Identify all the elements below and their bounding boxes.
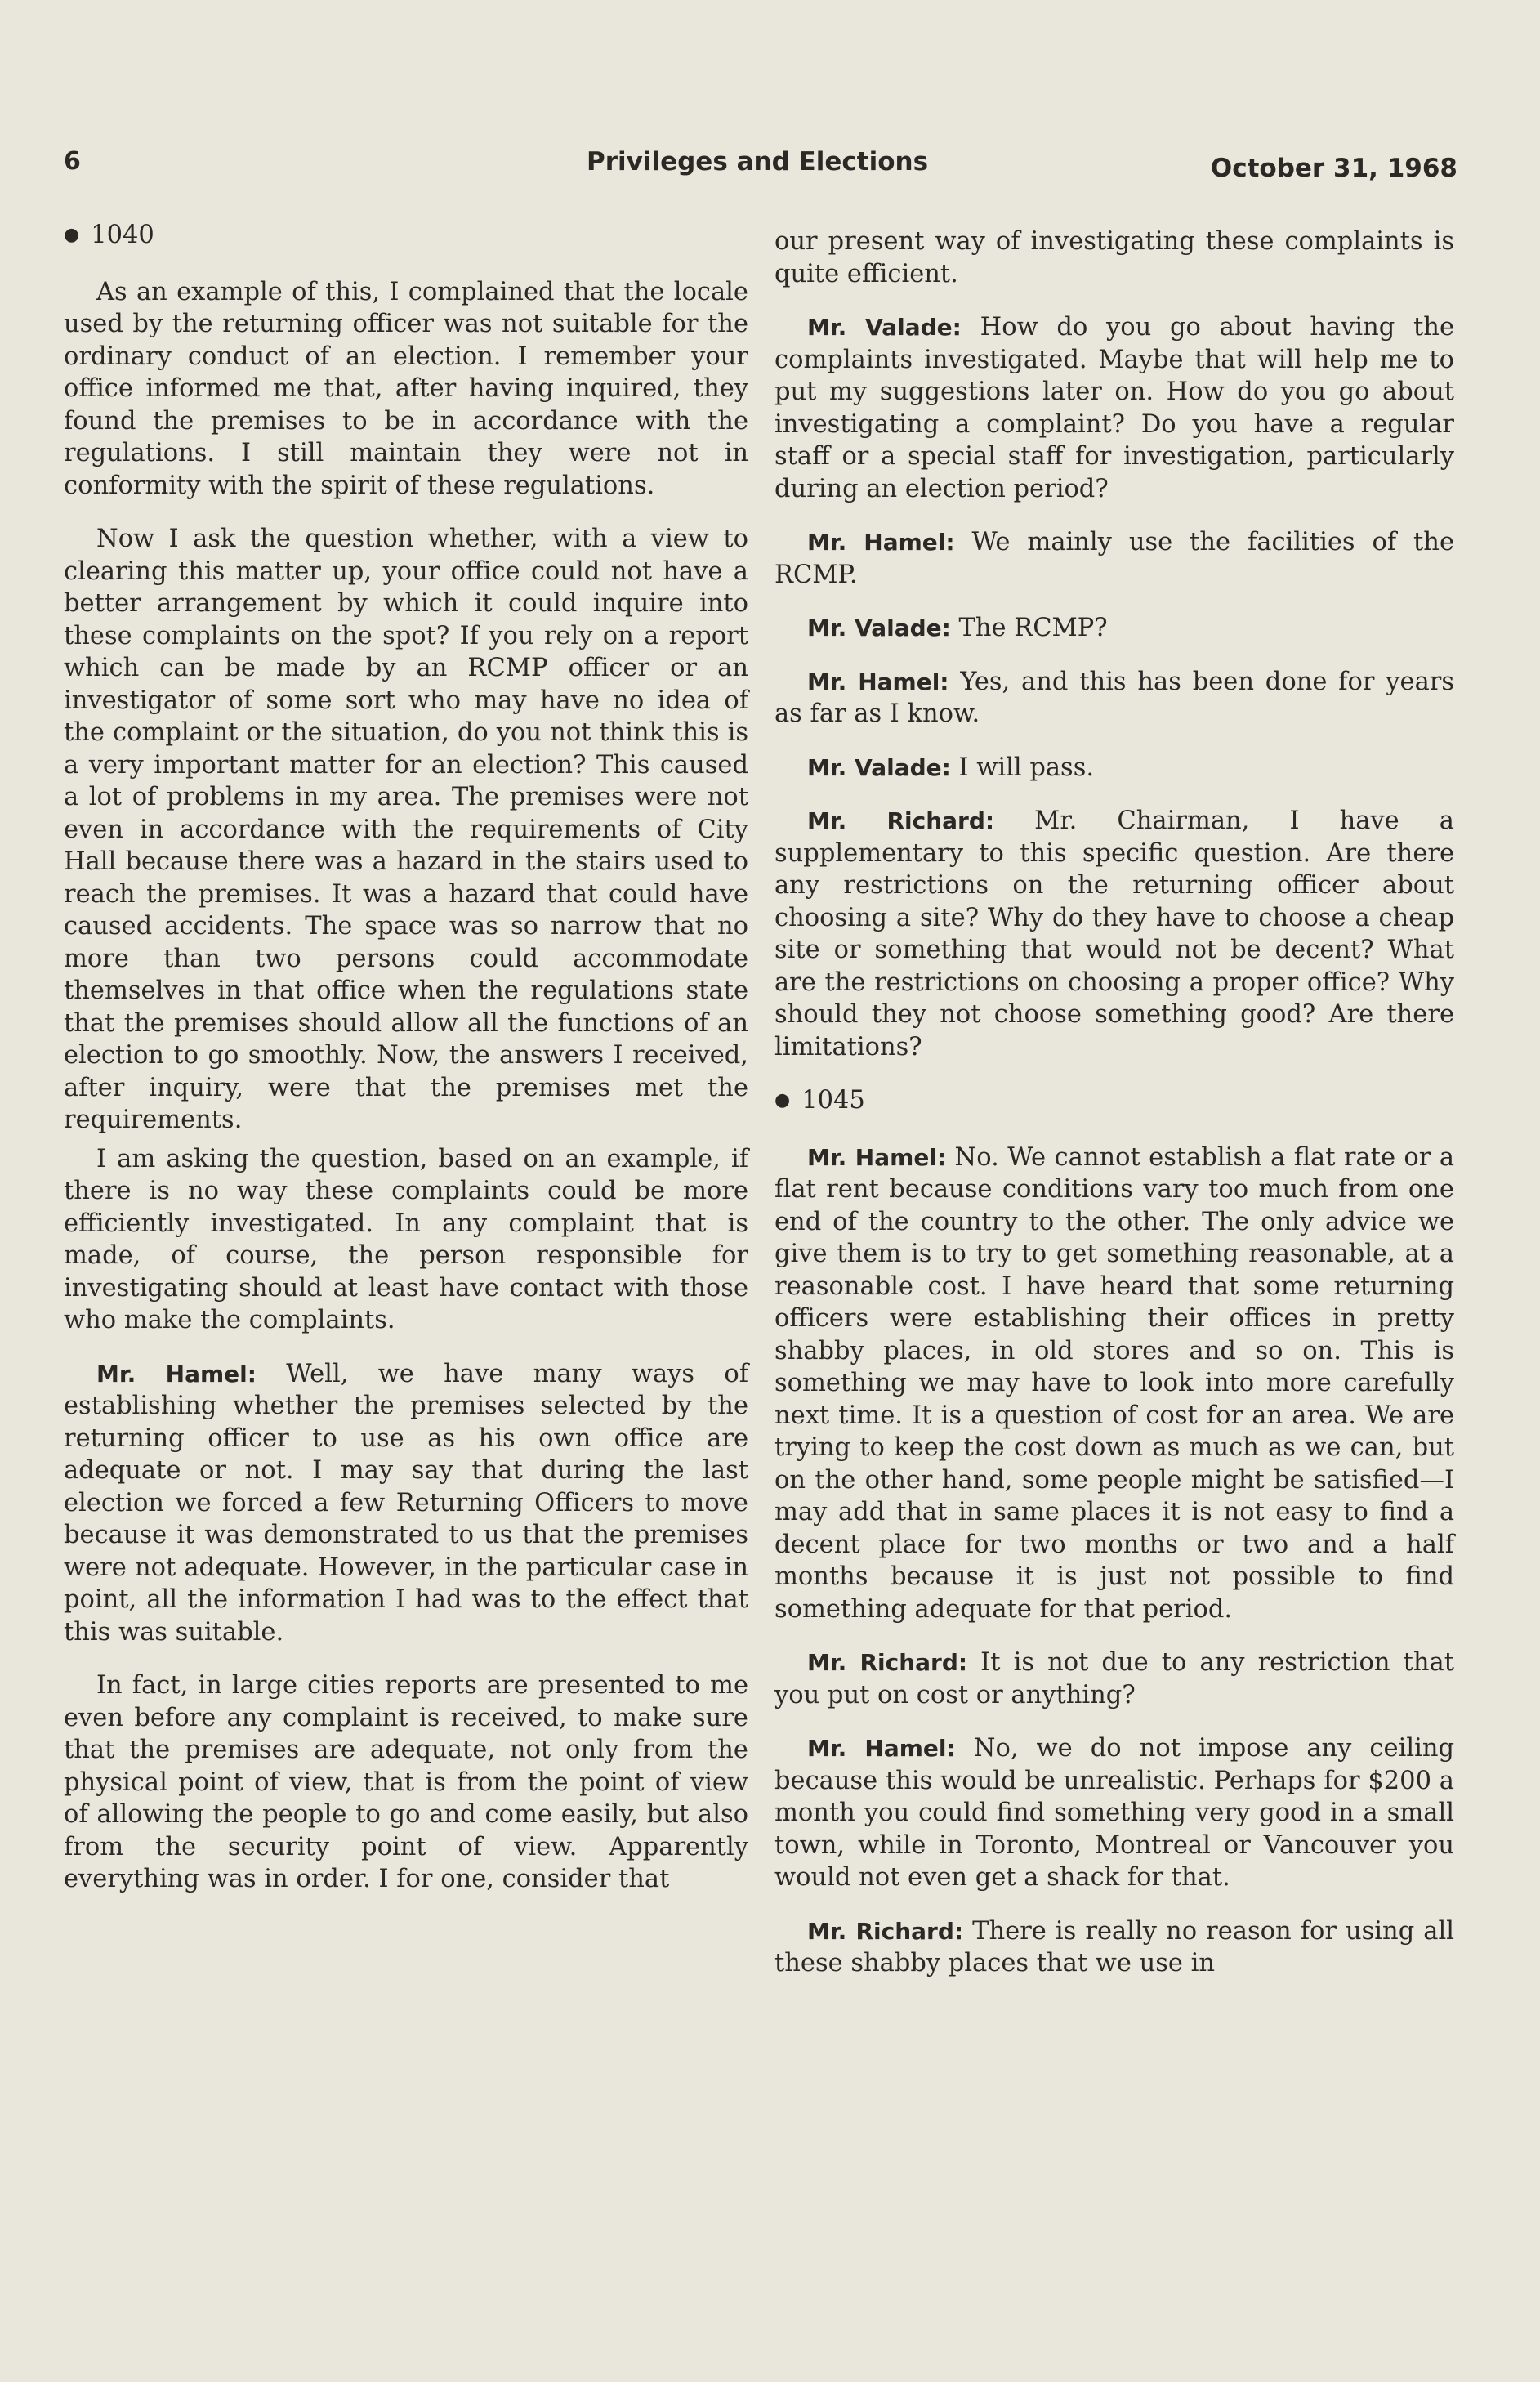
paragraph-text: I am asking the question, based on an example, if there is no way these complaints could be more efficiently investigated. In any complaint that is made, of course, the person responsible for investigating should at least have contact with those who make the complaints. [64,1144,748,1334]
issue-date: October 31, 1968 [1210,154,1457,183]
paragraph [64,523,748,1137]
left-column [64,219,748,1917]
right-column [774,226,1454,2001]
paragraph-text: How do you go about having the complaints investigated. Maybe that will help me to put my suggestions later on. How do you go about investigating a complaint? Do you have a regular staff or a special staff for investigation, particularly during an election period? [774,313,1455,503]
speaker-name: Mr. Valade: [807,314,962,341]
paragraph-text: Now I ask the question whether, with a view to clearing this matter up, your office could not have a better arrangement by which it could inquire into these complaints on the spot? If you rely on a report which can be made by an RCMP officer or an investigator of some sort who may have no idea of the complaint or the situation, do you not think this is a very important matter for an election? This caused a lot of problems in my area. The premises were not even in accordance with the requirements of City Hall because there was a hazard in the stairs used to reach the premises. It was a hazard that could have caused accidents. The space was so narrow that no more than two persons could accommodate themselves in that office when the regulations state that the premises should allow all the functions of an election to go smoothly. Now, the answers I received, after inquiry, were that the premises met the requirements. [64,525,748,1134]
speaker-name: Mr. Valade: [807,753,951,781]
paragraph-text: As an example of this, I complained that the locale used by the returning officer was not suitable for the ordinary conduct of an election. I remember your office informed me that, after having inquired, they found the premises to be in accordance with the regulations. I still maintain they were not in conformity with the spirit of these regulations. [64,277,748,500]
paragraph-text: We mainly use the facilities of the RCMP. [774,528,1454,589]
paragraph [774,526,1454,591]
time-marker [774,1084,1454,1117]
paragraph [64,1358,748,1649]
running-header [64,147,1457,188]
paragraph-text: No, we do not impose any ceiling because this would be unrealistic. Perhaps for $200 a month you could find something very good in a small town, while in Toronto, Montreal or Vancouver you would not even get a shack for that. [774,1734,1454,1892]
paragraph-text: Mr. Chairman, I have a supplementary to this specific question. Are there any restrictions on the returning officer about choosing a site? Why do they have to choose a cheap site or something that would not be decent? What are the restrictions on choosing a proper office? Why should they not choose something good? Are there limitations? [774,807,1454,1061]
paragraph [774,1732,1454,1894]
speaker-name: Mr. Richard: [807,1649,968,1676]
paragraph [64,276,748,503]
paragraph [774,1915,1454,1980]
speaker-name: Mr. Hamel: [807,529,955,556]
speaker-name: Mr. Hamel: [807,1143,947,1171]
page-number: 6 [64,147,81,176]
speaker-name: Mr. Richard: [807,1917,964,1945]
paragraph-text: Well, we have many ways of establishing whether the premises selected by the returning officer to use as his own office are adequate or not. I may say that during the last election we forced a few Returning Officers to move because it was demonstrated to us that the premises were not adequate. However, in the particular case in point, all the information I had was to the effect that this was suitable. [64,1359,748,1647]
speaker-name: Mr. Hamel: [807,1735,956,1762]
paragraph-text: No. We cannot establish a flat rate or a flat rent because conditions vary too much from one end of the country to the other. The only advice we give them is to try to get something reasonable, at a reasonable cost. I have heard that some returning officers were establishing their offices in pretty shabby places, in old stores and so on. This is something we may have to look into more carefully next time. It is a question of cost for an area. We are trying to keep the cost down as much as we can, but on the other hand, some people might be satisfied—I may add that in same places it is not easy to find a decent place for two months or two and a half months because it is just not possible to find something adequate for that period. [774,1142,1454,1624]
paragraph-continuation [774,226,1454,290]
paragraph-text: In fact, in large cities reports are presented to me even before any complaint is received, to make sure that the premises are adequate, not only from the physical point of view, that is from the point of view of allowing the people to go and come easily, but also from the security point of view. Apparently everything was in order. I for one, consider that [64,1671,748,1893]
bullet-icon: ● [774,1090,791,1111]
paragraph-text: I will pass. [950,753,1095,782]
paragraph-text: There is really no reason for using all these shabby places that we use in [774,1916,1454,1978]
paragraph [774,1142,1454,1626]
paragraph-text: Yes, and this has been done for years as far as I know. [774,667,1454,728]
paragraph [774,612,1454,645]
speaker-name: Mr. Hamel: [807,668,949,695]
time-marker-label: 1040 [91,221,154,249]
time-marker [64,219,748,252]
paragraph [774,1647,1454,1711]
paragraph [64,1143,748,1337]
paragraph [774,311,1454,505]
running-title: Privileges and Elections [587,147,929,177]
paragraph [774,666,1454,731]
speaker-name: Mr. Richard: [807,807,995,834]
paragraph-text: The RCMP? [950,614,1108,642]
bullet-icon: ● [64,225,80,245]
speaker-name: Mr. Hamel: [96,1360,257,1388]
speaker-name: Mr. Valade: [807,614,951,641]
paragraph-text: It is not due to any restriction that you put on cost or anything? [774,1648,1454,1709]
time-marker-label: 1045 [801,1086,865,1115]
paragraph [64,1669,748,1896]
paragraph-text: our present way of investigating these complaints is quite efficient. [774,227,1454,288]
paragraph [774,752,1454,784]
paragraph [774,805,1454,1063]
